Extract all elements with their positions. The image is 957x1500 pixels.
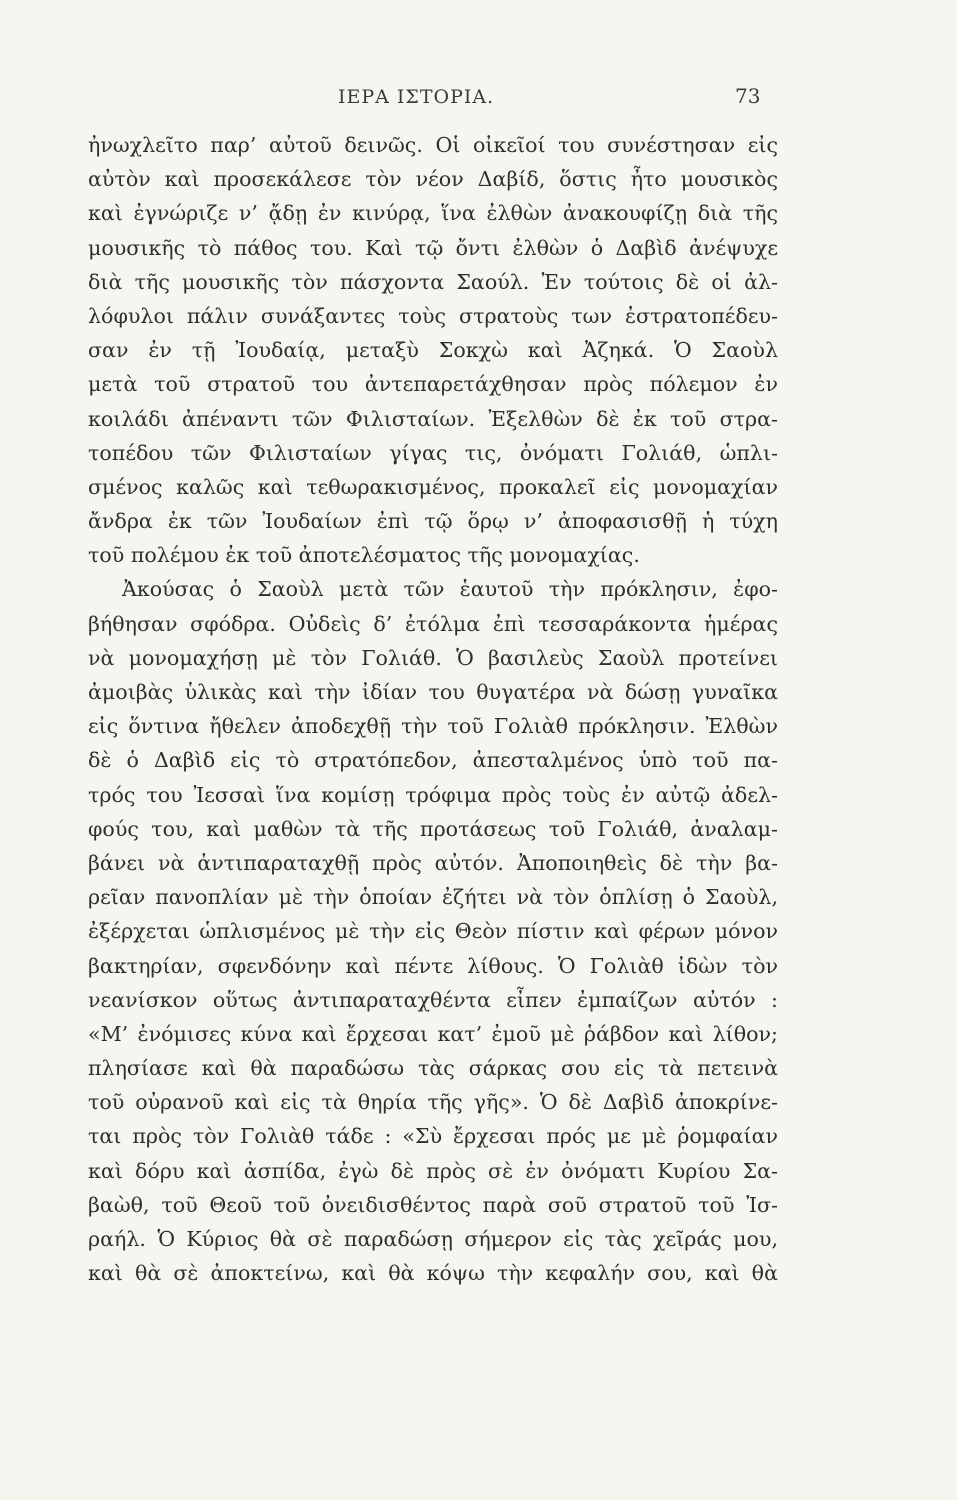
text-line: λόφυλοι πάλιν συνάξαντες τοὺς στρατοὺς των ἐστρατοπέδευ- bbox=[88, 303, 778, 328]
text-line: μουσικῆς τὸ πάθος του. Καὶ τῷ ὄντι ἐλθὼν ὁ Δαβὶδ ἀνέψυχε bbox=[88, 235, 778, 260]
text-line: σαν ἐν τῇ Ἰουδαίᾳ, μεταξὺ Σοκχὼ καὶ Ἀζηκά. Ὁ Σαοὺλ bbox=[88, 338, 778, 363]
text-line: νεανίσκον οὕτως ἀντιπαραταχθέντα εἶπεν ἐμπαίζων αὐτόν : bbox=[88, 987, 778, 1012]
page-number: 73 bbox=[735, 84, 761, 108]
text-line: ραήλ. Ὁ Κύριος θὰ σὲ παραδώσῃ σήμερον εἰς τὰς χεῖράς μου, bbox=[88, 1227, 778, 1251]
text-line: ἄνδρα ἐκ τῶν Ἰουδαίων ἐπὶ τῷ ὅρῳ ν’ ἀποφασισθῇ ἡ τύχη bbox=[88, 509, 778, 534]
text-line: βακτηρίαν, σφενδόνην καὶ πέντε λίθους. Ὁ Γολιὰθ ἰδὼν τὸν bbox=[88, 953, 778, 978]
text-line: καὶ ἐγνώριζε ν’ ᾄδῃ ἐν κινύρᾳ, ἵνα ἐλθὼν ἀνακουφίζῃ διὰ τῆς bbox=[88, 201, 778, 226]
text-line: ἀμοιβὰς ὑλικὰς καὶ τὴν ἰδίαν του θυγατέρα νὰ δώσῃ γυναῖκα bbox=[88, 680, 778, 704]
text-line: διὰ τῆς μουσικῆς τὸν πάσχοντα Σαούλ. Ἐν τούτοις δὲ οἱ ἀλ- bbox=[88, 269, 778, 294]
text-line: τοπέδου τῶν Φιλισταίων γίγας τις, ὀνόματι Γολιάθ, ὡπλι- bbox=[88, 440, 778, 465]
text-line: αὐτὸν καὶ προσεκάλεσε τὸν νέον Δαβίδ, ὅστις ἦτο μουσικὸς bbox=[88, 167, 778, 192]
text-line: Ἀκούσας ὁ Σαοὺλ μετὰ τῶν ἑαυτοῦ τὴν πρόκλησιν, ἐφο- bbox=[122, 577, 778, 602]
text-line: τοῦ οὐρανοῦ καὶ εἰς τὰ θηρία τῆς γῆς». Ὁ δὲ Δαβὶδ ἀποκρίνε- bbox=[88, 1090, 778, 1115]
text-line: ἐξέρχεται ὡπλισμένος μὲ τὴν εἰς Θεὸν πίστιν καὶ φέρων μόνον bbox=[88, 919, 778, 944]
text-line: νὰ μονομαχήσῃ μὲ τὸν Γολιάθ. Ὁ βασιλεὺς Σαοὺλ προτείνει bbox=[88, 645, 778, 670]
text-line: ρεῖαν πανοπλίαν μὲ τὴν ὁποίαν ἐζήτει νὰ τὸν ὁπλίσῃ ὁ Σαοὺλ, bbox=[88, 885, 778, 910]
text-line: τρός του Ἰεσσαὶ ἵνα κομίσῃ τρόφιμα πρὸς τοὺς ἐν αὐτῷ ἀδελ- bbox=[88, 782, 778, 807]
text-line: βαὼθ, τοῦ Θεοῦ τοῦ ὀνειδισθέντος παρὰ σοῦ στρατοῦ τοῦ Ἰσ- bbox=[88, 1192, 778, 1217]
text-line: εἰς ὅντινα ἤθελεν ἀποδεχθῇ τὴν τοῦ Γολιὰθ πρόκλησιν. Ἐλθὼν bbox=[88, 714, 778, 739]
body-text bbox=[88, 128, 778, 1290]
text-line: κοιλάδι ἀπέναντι τῶν Φιλισταίων. Ἐξελθὼν δὲ ἐκ τοῦ στρα- bbox=[88, 406, 778, 431]
text-line: μετὰ τοῦ στρατοῦ του ἀντεπαρετάχθησαν πρὸς πόλεμον ἐν bbox=[88, 372, 778, 397]
text-line: ἠνωχλεῖτο παρ’ αὐτοῦ δεινῶς. Οἱ οἰκεῖοί του συνέστησαν εἰς bbox=[88, 133, 778, 157]
text-line: ται πρὸς τὸν Γολιὰθ τάδε : «Σὺ ἔρχεσαι πρός με μὲ ῥομφαίαν bbox=[88, 1124, 778, 1149]
text-line: τοῦ πολέμου ἐκ τοῦ ἀποτελέσματος τῆς μονομαχίας. bbox=[88, 543, 640, 568]
running-title: ΙΕΡΑ ΙΣΤΟΡΙΑ. bbox=[338, 86, 495, 108]
text-line: φούς του, καὶ μαθὼν τὰ τῆς προτάσεως τοῦ Γολιάθ, ἀναλαμ- bbox=[88, 816, 778, 841]
text-line: βάνει νὰ ἀντιπαραταχθῇ πρὸς αὐτόν. Ἀποποιηθεὶς δὲ τὴν βα- bbox=[88, 850, 778, 875]
text-line: βήθησαν σφόδρα. Οὐδεὶς δ’ ἐτόλμα ἐπὶ τεσσαράκοντα ἡμέρας bbox=[88, 611, 778, 636]
text-line: σμένος καλῶς καὶ τεθωρακισμένος, προκαλεῖ εἰς μονομαχίαν bbox=[88, 474, 778, 499]
text-line: πλησίασε καὶ θὰ παραδώσω τὰς σάρκας σου εἰς τὰ πετεινὰ bbox=[88, 1056, 778, 1081]
text-line: καὶ δόρυ καὶ ἀσπίδα, ἐγὼ δὲ πρὸς σὲ ἐν ὀνόματι Κυρίου Σα- bbox=[88, 1158, 778, 1183]
text-line: καὶ θὰ σὲ ἀποκτείνω, καὶ θὰ κόψω τὴν κεφαλήν σου, καὶ θὰ bbox=[88, 1261, 778, 1286]
text-line: «Μ’ ἐνόμισες κύνα καὶ ἔρχεσαι κατ’ ἐμοῦ μὲ ῥάβδον καὶ λίθον; bbox=[88, 1021, 778, 1046]
text-line: δὲ ὁ Δαβὶδ εἰς τὸ στρατόπεδον, ἀπεσταλμένος ὑπὸ τοῦ πα- bbox=[88, 748, 778, 773]
